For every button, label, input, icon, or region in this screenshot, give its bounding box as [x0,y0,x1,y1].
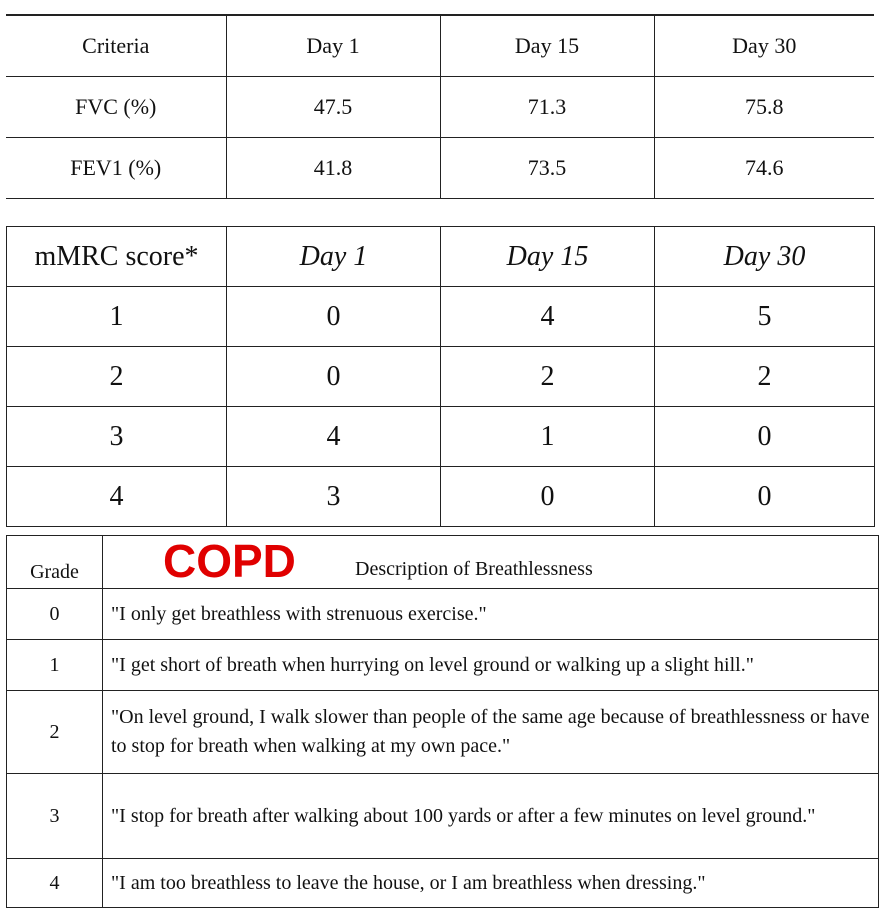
table-row [7,407,875,467]
column-header: Day 15 [441,227,655,287]
table-row [6,138,874,199]
table-cell: 4 [441,287,655,347]
table-row [7,691,879,774]
table-cell: 0 [227,287,441,347]
table-cell: 2 [655,347,875,407]
table-header-row [6,15,874,77]
grade-cell: 3 [7,774,103,859]
table-row [7,287,875,347]
table-cell: 4 [7,467,227,527]
spirometry-table [6,14,874,199]
table-cell: 0 [441,467,655,527]
table-row [7,640,879,691]
table-cell: FEV1 (%) [6,138,226,199]
table-cell: 71.3 [440,77,654,138]
grade-cell: 1 [7,640,103,691]
description-cell: "I am too breathless to leave the house, or I am breathless when dressing." [103,859,879,908]
table-cell: 1 [441,407,655,467]
table-row [7,467,875,527]
description-cell: "I stop for breath after walking about 100 yards or after a few minutes on level ground." [103,774,879,859]
table-cell: 0 [655,407,875,467]
column-header: mMRC score* [7,227,227,287]
table-cell: 73.5 [440,138,654,199]
table-row [7,589,879,640]
table-header-row [7,227,875,287]
table-row [7,774,879,859]
table-row [7,859,879,908]
column-header: Day 30 [655,227,875,287]
table-cell: 3 [227,467,441,527]
table-cell: FVC (%) [6,77,226,138]
table-cell: 5 [655,287,875,347]
table-row [6,77,874,138]
description-cell: "On level ground, I walk slower than people of the same age because of breathlessness or have to stop for breath when walking at my own pace." [103,691,879,774]
mmrc-table [6,226,875,527]
breathlessness-grade-table [6,535,879,908]
column-header: Criteria [6,15,226,77]
grade-cell: 0 [7,589,103,640]
table-cell: 75.8 [654,77,874,138]
grade-cell: 2 [7,691,103,774]
table-cell: 1 [7,287,227,347]
table-cell: 2 [441,347,655,407]
table-cell: 74.6 [654,138,874,199]
copd-overlay-label: COPD [163,535,296,587]
description-column-header: Description of Breathlessness [355,558,593,580]
column-header: Day 15 [440,15,654,77]
table-cell: 41.8 [226,138,440,199]
table-cell: 3 [7,407,227,467]
column-header: Day 1 [227,227,441,287]
column-header: Day 1 [226,15,440,77]
table-cell: 47.5 [226,77,440,138]
table-cell: 4 [227,407,441,467]
column-header: Day 30 [654,15,874,77]
table-row [7,347,875,407]
table-cell: 2 [7,347,227,407]
table-cell: 0 [655,467,875,527]
grade-cell: 4 [7,859,103,908]
description-cell: "I get short of breath when hurrying on level ground or walking up a slight hill." [103,640,879,691]
table-cell: 0 [227,347,441,407]
grade-column-header: Grade [7,536,103,589]
description-cell: "I only get breathless with strenuous exercise." [103,589,879,640]
